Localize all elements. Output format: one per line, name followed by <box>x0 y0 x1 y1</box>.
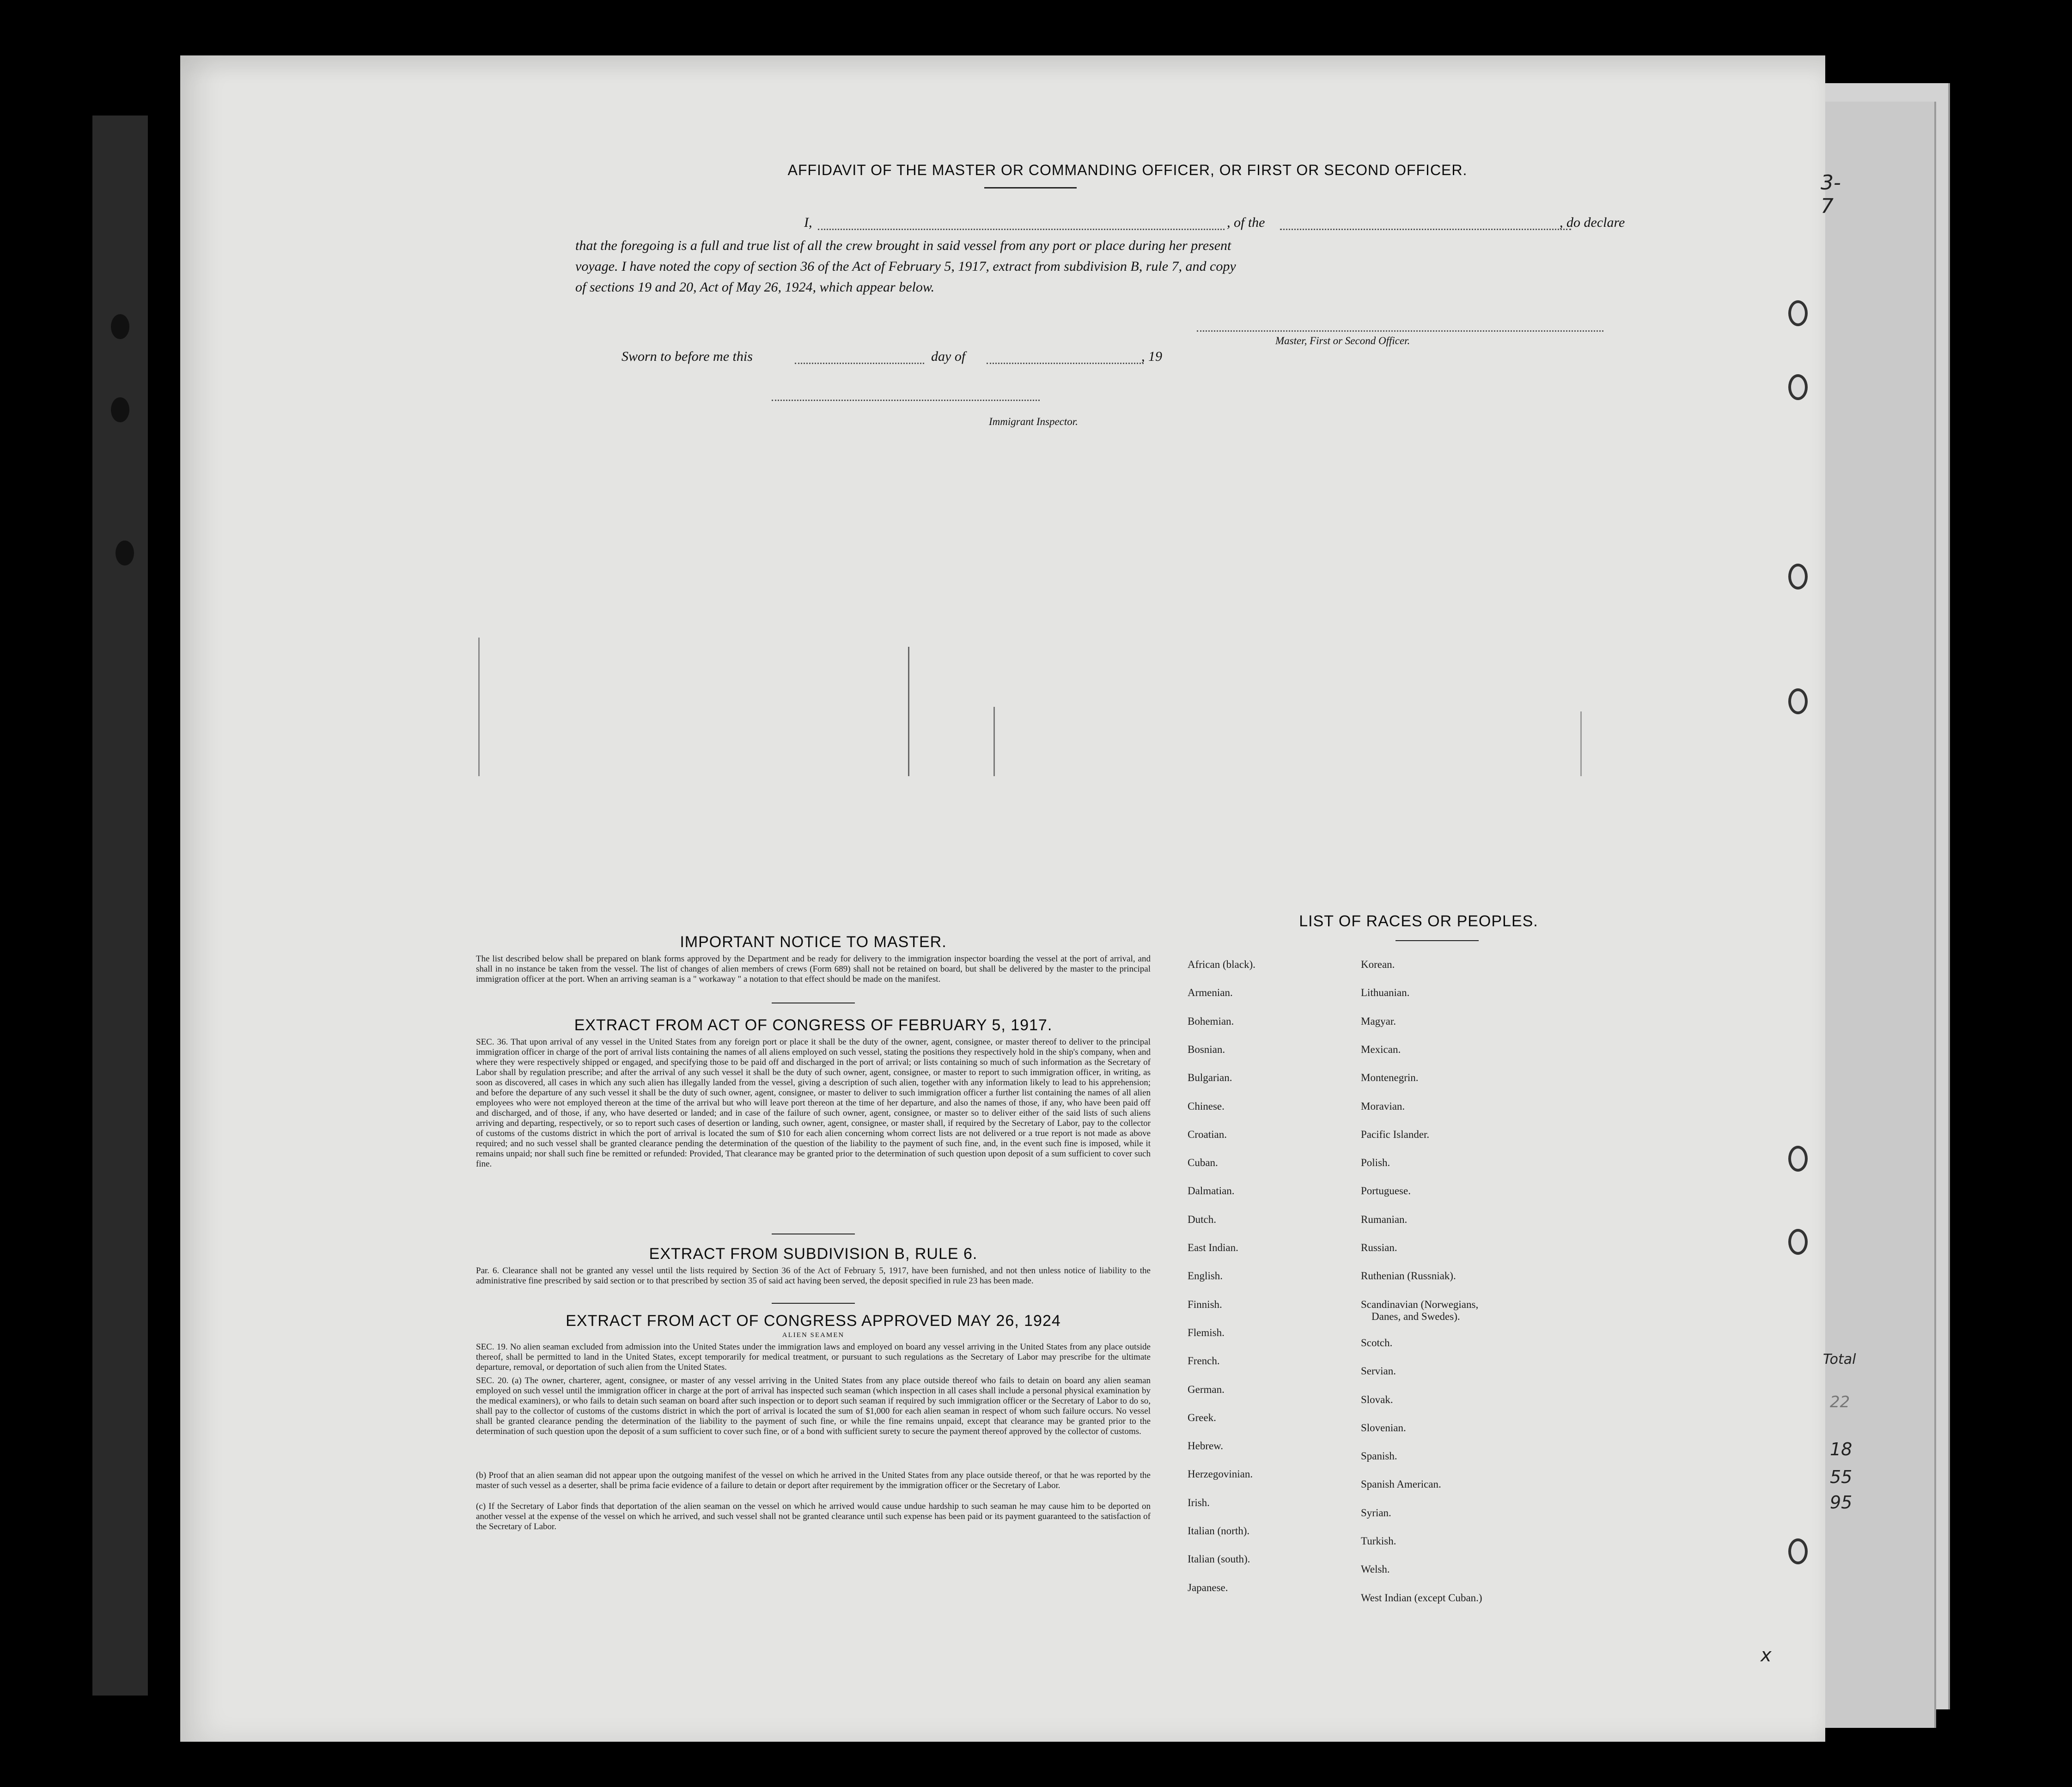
binder-ring <box>1788 564 1808 590</box>
tally-2: 18 <box>1830 1439 1853 1459</box>
race-item: East Indian. <box>1188 1242 1238 1253</box>
punch-hole <box>111 314 129 339</box>
faint-mark <box>993 707 995 776</box>
tally-3: 55 <box>1830 1467 1853 1487</box>
name-blank <box>818 229 1225 230</box>
notice-heading: IMPORTANT NOTICE TO MASTER. <box>680 933 947 951</box>
race-item: Slovenian. <box>1361 1422 1406 1434</box>
affidavit-of-the: , of the <box>1227 215 1265 230</box>
race-item: Cuban. <box>1188 1157 1218 1169</box>
sworn-day: day of <box>931 349 966 364</box>
race-item: Lithuanian. <box>1361 987 1410 999</box>
sec20c-body: (c) If the Secretary of Labor finds that deportation of the alien seaman on the vessel on which he arrived would cause undue hardship to such seaman he may cause him to be deported on another vessel at the expense of the vessel on which he arrived, and such vessel shall not be granted clearance until such expense has been paid or its payment guaranteed to the satisfaction of the Secretary of Labor. <box>476 1501 1151 1532</box>
bottom-mark: x <box>1761 1645 1772 1666</box>
race-item: Bulgarian. <box>1188 1072 1232 1084</box>
binder-ring <box>1788 688 1808 714</box>
faint-mark <box>478 638 480 776</box>
handwritten-note: 3-7 <box>1821 171 1841 218</box>
race-item: Armenian. <box>1188 987 1233 999</box>
race-item: Ruthenian (Russniak). <box>1361 1270 1456 1282</box>
race-item: Korean. <box>1361 959 1395 970</box>
binder-ring <box>1788 1229 1808 1255</box>
extract-1917-body: SEC. 36. That upon arrival of any vessel in the United States from any foreign port or place it shall be the duty of the owner, agent, consignee, or master thereof to deliver to the principal immigration officer in charge of the port of arrival lists containing the names of all aliens employed on such vessel, stating the positions they respectively hold in the ship's company, when and where they were respectively shipped or engaged, and specifying those to be paid off and discharged in the port of arrival; or lists containing so much of such information as the Secretary of Labor shall by regulation prescribe; and after the arrival of any such vessel it shall be the duty of such owner, agent, consignee, or master to report to such immigration officer, in writing, as soon as discovered, all cases in which any such alien has illegally landed from the vessel, giving a description of such alien, together with any information likely to lead to his apprehension; and before the departure of any such vessel it shall be the duty of such owner, agent, consignee, or master to deliver to such immigration officer a further list containing the names of all alien employees who were not employed thereon at the time of the arrival but who will leave port thereon at the time of her departure, and also the names of those, if any, who have been paid off and discharged, and of those, if any, who have deserted or landed; and in case of the failure of such owner, agent, consignee, or master so to deliver either of the said lists of such aliens arriving and departing, respectively, or so to report such cases of desertion or landing, such owner, agent, consignee, or master shall, if required by the Secretary of Labor, pay to the collector of customs of the customs district in which the port of arrival is located the sum of $10 for each alien concerning whom correct lists are not delivered or a true report is not made as above required; and no such vessel shall be granted clearance pending the determination of the question of the liability to the payment of such fine, and, in the event such fine is imposed, while it remains unpaid; nor shall such fine be remitted or refunded: Provided, That clearance may be granted prior to the determination of such question upon deposit of a sum sufficient to cover such fine. <box>476 1037 1151 1169</box>
race-item: Spanish. <box>1361 1450 1397 1462</box>
sec19-body: SEC. 19. No alien seaman excluded from admission into the United States under the immigration laws and employed on board any vessel arriving in the United States from any place outside thereof, shall be permitted to land in the United States, except temporarily for medical treatment, or pursuant to such regulations as the Secretary of Labor may prescribe for the ultimate departure, removal, or deportation of such alien from the United States. <box>476 1342 1151 1372</box>
race-item: French. <box>1188 1355 1220 1367</box>
race-item: Irish. <box>1188 1496 1210 1508</box>
race-item: Italian (south). <box>1188 1553 1250 1565</box>
rule6-heading: EXTRACT FROM SUBDIVISION B, RULE 6. <box>649 1245 978 1263</box>
binder-ring <box>1788 1146 1808 1172</box>
race-item: Flemish. <box>1188 1326 1225 1338</box>
race-item: Finnish. <box>1188 1298 1222 1310</box>
race-item: Scotch. <box>1361 1337 1393 1349</box>
race-item: Herzegovinian. <box>1188 1468 1253 1480</box>
extract-1924-heading: EXTRACT FROM ACT OF CONGRESS APPROVED MAY 26, 1924 <box>566 1312 1061 1330</box>
race-item: Montenegrin. <box>1361 1072 1419 1084</box>
binder-ring <box>1788 374 1808 400</box>
inspector-caption: Immigrant Inspector. <box>989 416 1078 427</box>
race-item: Russian. <box>1361 1242 1397 1253</box>
races-heading: LIST OF RACES OR PEOPLES. <box>1299 912 1538 930</box>
vessel-blank <box>1280 229 1571 230</box>
affidavit-heading: AFFIDAVIT OF THE MASTER OR COMMANDING OFFICER, OR FIRST OR SECOND OFFICER. <box>787 162 1468 178</box>
notice-body: The list described below shall be prepared on blank forms approved by the Department and be ready for delivery to the immigration inspector boarding the vessel at the port of arrival, and shall in no instance be taken from the vessel. The list of changes of alien members of crews (Form 689) shall not be retained on board, but shall be delivered by the master to the principal immigration officer at the port. When an arriving seaman is a " workaway " a notation to that effect should be made on the manifest. <box>476 954 1151 984</box>
sec20b-body: (b) Proof that an alien seaman did not appear upon the outgoing manifest of the vessel on which he arrived in the United States from any place outside thereof, or that he was reported by the master of such vessel as a deserter, shall be prima facie evidence of a failure to detain or deport after requirement by the immigration officer or the Secretary of Labor. <box>476 1471 1151 1490</box>
race-item: West Indian (except Cuban.) <box>1361 1592 1482 1604</box>
race-item: Servian. <box>1361 1365 1396 1377</box>
race-item: Hebrew. <box>1188 1440 1224 1452</box>
race-item: Rumanian. <box>1361 1213 1408 1225</box>
race-item: Pacific Islander. <box>1361 1128 1430 1140</box>
extract-1917-heading: EXTRACT FROM ACT OF CONGRESS OF FEBRUARY 5, 1917. <box>574 1016 1053 1034</box>
signature-blank <box>1197 330 1603 332</box>
sworn-year: , 19 <box>1141 349 1162 364</box>
total-label: Total <box>1823 1351 1856 1368</box>
signature-caption: Master, First or Second Officer. <box>1275 335 1410 346</box>
race-item: Portuguese. <box>1361 1185 1411 1197</box>
affidavit-body-4: of sections 19 and 20, Act of May 26, 1924, which appear below. <box>575 280 935 295</box>
race-item: Japanese. <box>1188 1581 1228 1593</box>
sworn-text: Sworn to before me this <box>622 349 753 364</box>
race-item: Croatian. <box>1188 1128 1227 1140</box>
race-item: Slovak. <box>1361 1393 1393 1405</box>
tally-4: 95 <box>1830 1492 1853 1513</box>
race-item: Bohemian. <box>1188 1015 1234 1027</box>
race-item: Italian (north). <box>1188 1525 1250 1537</box>
inspector-blank <box>772 400 1040 401</box>
race-item: Mexican. <box>1361 1043 1401 1055</box>
race-item: Welsh. <box>1361 1563 1390 1575</box>
document-page <box>180 55 1856 1742</box>
race-item: Turkish. <box>1361 1535 1396 1547</box>
race-item: Spanish American. <box>1361 1478 1441 1490</box>
rule6-body: Par. 6. Clearance shall not be granted any vessel until the lists required by Section 36 of the Act of February 5, 1917, have been furnished, and not then unless notice of liability to the administrative fine prescribed by said section or to that prescribed by section 35 of said act having been served, the deposit specified in rule 23 has been made. <box>476 1266 1151 1286</box>
race-item: African (black). <box>1188 959 1255 970</box>
affidavit-declare: , do declare <box>1560 215 1625 230</box>
day-blank <box>795 363 924 364</box>
binder-ring <box>1788 1538 1808 1564</box>
race-item: Magyar. <box>1361 1015 1396 1027</box>
tally-1: 22 <box>1830 1393 1850 1411</box>
race-item: Dutch. <box>1188 1213 1216 1225</box>
rule <box>1396 940 1479 941</box>
race-item: English. <box>1188 1270 1223 1282</box>
heading-rule <box>984 187 1077 188</box>
rule <box>772 1303 855 1304</box>
race-item: Scandinavian (Norwegians, Danes, and Swedes). <box>1361 1298 1479 1322</box>
race-item: German. <box>1188 1383 1225 1395</box>
race-item: Greek. <box>1188 1411 1216 1423</box>
race-item: Polish. <box>1361 1157 1390 1169</box>
punch-hole <box>116 541 134 565</box>
punch-hole <box>111 397 129 422</box>
alien-seamen-subheading: ALIEN SEAMEN <box>782 1331 845 1339</box>
sec20a-body: SEC. 20. (a) The owner, charterer, agent, consignee, or master of any vessel arriving in the United States from any place outside thereof who fails to detain on board any alien seaman employed on such vessel until the immigration officer in charge at the port of arrival has inspected such seaman (which inspection in all cases shall include a personal physical examination by the medical examiners), or who fails to detain such seaman on board after such inspection or to deport such seaman if required by such immigration officer or the Secretary of Labor to do so, shall pay to the collector of customs of the customs district in which the port of arrival is located the sum of $1,000 for each alien seaman in respect of whom such failure occurs. No vessel shall be granted clearance pending the determination of the liability to the payment of such fine, or while the fine remains unpaid, except that clearance may be granted prior to the determination of such question upon the deposit of a sum sufficient to cover such fine, or of a bond with sufficient surety to secure the payment thereof approved by the collector of customs. <box>476 1376 1151 1436</box>
binder-ring <box>1788 300 1808 326</box>
affidavit-i: I, <box>804 215 812 230</box>
affidavit-body-3: voyage. I have noted the copy of section 36 of the Act of February 5, 1917, extract from subdivision B, rule 7, and copy <box>575 259 1236 274</box>
race-item: Dalmatian. <box>1188 1185 1235 1197</box>
month-blank <box>987 363 1144 364</box>
race-item: Bosnian. <box>1188 1043 1225 1055</box>
race-item: Chinese. <box>1188 1100 1225 1112</box>
faint-mark <box>908 647 909 776</box>
affidavit-body-2: that the foregoing is a full and true list of all the crew brought in said vessel from any port or place during her present <box>575 238 1231 253</box>
race-item: Syrian. <box>1361 1507 1391 1519</box>
race-item: Moravian. <box>1361 1100 1405 1112</box>
binding-strip <box>92 115 148 1696</box>
faint-mark <box>1580 711 1582 776</box>
